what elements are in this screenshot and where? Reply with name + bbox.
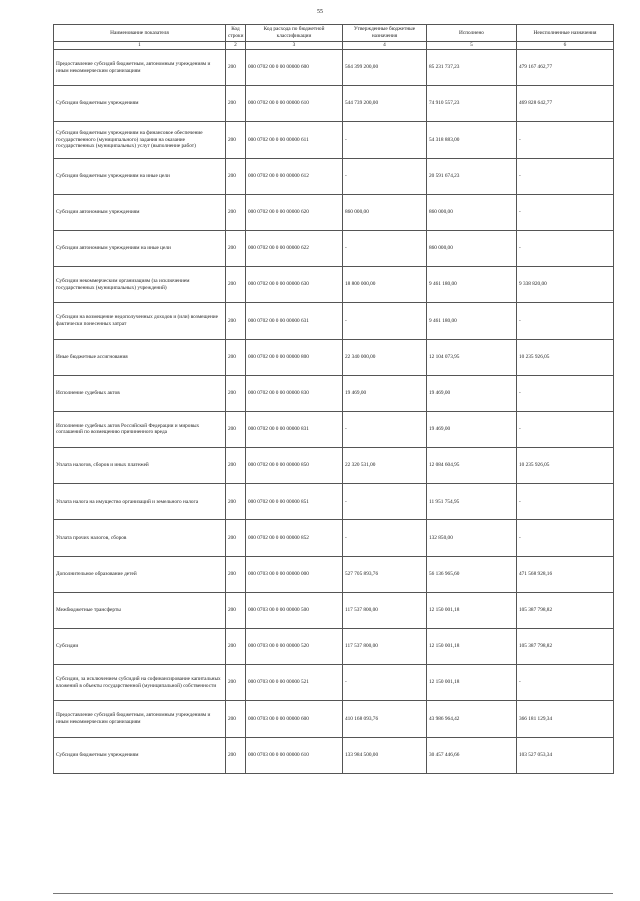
row-executed-amount: 860 000,00 xyxy=(427,230,517,266)
table-row xyxy=(54,737,614,773)
table-row xyxy=(54,556,614,592)
row-unexecuted-amount: 103 527 053,34 xyxy=(517,737,614,773)
row-indicator-name: Субсидии бюджетным учреждениям на финансовое обеспечение государственного (муниципального) задания на оказание государственных (муниципальных) услуг (выполнение работ) xyxy=(54,122,226,158)
row-line-code: 200 xyxy=(226,158,246,194)
row-executed-amount: 19 469,00 xyxy=(427,411,517,447)
row-budget-code: 000 0702 00 0 00 00000 611 xyxy=(246,122,343,158)
row-line-code: 200 xyxy=(226,484,246,520)
table-row xyxy=(54,267,614,303)
row-line-code: 200 xyxy=(226,448,246,484)
row-indicator-name: Межбюджетные трансферты xyxy=(54,592,226,628)
row-approved-amount: 22 340 000,00 xyxy=(343,339,427,375)
row-unexecuted-amount: 105 387 798,82 xyxy=(517,592,614,628)
row-indicator-name: Уплата налогов, сборов и иных платежей xyxy=(54,448,226,484)
row-indicator-name: Субсидии, за исключением субсидий на софинансирование капитальных вложений в объекты государственной (муниципальной) собственности xyxy=(54,665,226,701)
table-row xyxy=(54,158,614,194)
row-unexecuted-amount: 469 828 642,77 xyxy=(517,86,614,122)
row-executed-amount: 132 850,00 xyxy=(427,520,517,556)
row-indicator-name: Субсидии некоммерческим организациям (за исключением государственных (муниципальных) учреждений) xyxy=(54,267,226,303)
row-line-code: 200 xyxy=(226,556,246,592)
row-indicator-name: Исполнение судебных актов Российской Федерации и мировых соглашений по возмещению причиненного вреда xyxy=(54,411,226,447)
row-unexecuted-amount: - xyxy=(517,520,614,556)
row-unexecuted-amount: - xyxy=(517,122,614,158)
row-executed-amount: 12 150 001,18 xyxy=(427,665,517,701)
column-number: 2 xyxy=(226,42,246,50)
table-row xyxy=(54,520,614,556)
header-indicator-name: Наименование показателя xyxy=(54,25,226,42)
row-line-code: 200 xyxy=(226,737,246,773)
row-indicator-name: Иные бюджетные ассигнования xyxy=(54,339,226,375)
row-line-code: 200 xyxy=(226,520,246,556)
row-budget-code: 000 0703 00 0 00 00000 520 xyxy=(246,629,343,665)
column-number: 3 xyxy=(246,42,343,50)
row-unexecuted-amount: 479 167 462,77 xyxy=(517,50,614,86)
row-approved-amount: 527 705 893,76 xyxy=(343,556,427,592)
row-unexecuted-amount: 10 235 926,05 xyxy=(517,448,614,484)
row-executed-amount: 43 986 964,42 xyxy=(427,701,517,737)
row-line-code: 200 xyxy=(226,267,246,303)
row-approved-amount: - xyxy=(343,303,427,339)
page-number: 55 xyxy=(317,9,323,15)
table-row xyxy=(54,375,614,411)
row-budget-code: 000 0702 00 0 00 00000 630 xyxy=(246,267,343,303)
table-row xyxy=(54,701,614,737)
header-unexecuted: Неисполненные назначения xyxy=(517,25,614,42)
table-row xyxy=(54,86,614,122)
row-indicator-name: Предоставление субсидий бюджетным, автономным учреждениям и иным некоммерческим организациям xyxy=(54,701,226,737)
row-executed-amount: 12 104 073,95 xyxy=(427,339,517,375)
column-number: 4 xyxy=(343,42,427,50)
row-line-code: 200 xyxy=(226,230,246,266)
row-approved-amount: 117 537 800,00 xyxy=(343,592,427,628)
row-budget-code: 000 0702 00 0 00 00000 800 xyxy=(246,339,343,375)
row-unexecuted-amount: 471 568 928,16 xyxy=(517,556,614,592)
row-line-code: 200 xyxy=(226,86,246,122)
row-indicator-name: Субсидии бюджетным учреждениям xyxy=(54,737,226,773)
row-executed-amount: 9 461 180,00 xyxy=(427,267,517,303)
table-row xyxy=(54,484,614,520)
header-executed: Исполнено xyxy=(427,25,517,42)
row-unexecuted-amount: - xyxy=(517,665,614,701)
row-budget-code: 000 0703 00 0 00 00000 521 xyxy=(246,665,343,701)
row-unexecuted-amount: 105 387 798,82 xyxy=(517,629,614,665)
row-executed-amount: 12 084 604,95 xyxy=(427,448,517,484)
row-budget-code: 000 0702 00 0 00 00000 600 xyxy=(246,50,343,86)
row-budget-code: 000 0702 00 0 00 00000 620 xyxy=(246,194,343,230)
row-budget-code: 000 0702 00 0 00 00000 831 xyxy=(246,411,343,447)
row-budget-code: 000 0702 00 0 00 00000 610 xyxy=(246,86,343,122)
row-budget-code: 000 0703 00 0 00 00000 000 xyxy=(246,556,343,592)
column-number: 5 xyxy=(427,42,517,50)
row-budget-code: 000 0702 00 0 00 00000 631 xyxy=(246,303,343,339)
row-executed-amount: 54 318 883,00 xyxy=(427,122,517,158)
row-budget-code: 000 0702 00 0 00 00000 850 xyxy=(246,448,343,484)
row-indicator-name: Уплата налога на имущество организаций и земельного налога xyxy=(54,484,226,520)
row-budget-code: 000 0702 00 0 00 00000 622 xyxy=(246,230,343,266)
row-approved-amount: 860 000,00 xyxy=(343,194,427,230)
row-line-code: 200 xyxy=(226,303,246,339)
row-line-code: 200 xyxy=(226,665,246,701)
row-approved-amount: 18 800 000,00 xyxy=(343,267,427,303)
row-line-code: 200 xyxy=(226,50,246,86)
row-executed-amount: 85 231 737,23 xyxy=(427,50,517,86)
row-unexecuted-amount: - xyxy=(517,375,614,411)
table-row xyxy=(54,629,614,665)
row-executed-amount: 19 469,00 xyxy=(427,375,517,411)
row-approved-amount: - xyxy=(343,520,427,556)
column-number: 6 xyxy=(517,42,614,50)
table-row xyxy=(54,411,614,447)
row-budget-code: 000 0703 00 0 00 00000 610 xyxy=(246,737,343,773)
row-indicator-name: Субсидии автономным учреждениям на иные цели xyxy=(54,230,226,266)
row-approved-amount: 117 537 800,00 xyxy=(343,629,427,665)
table-row xyxy=(54,194,614,230)
row-line-code: 200 xyxy=(226,701,246,737)
row-approved-amount: 564 399 200,00 xyxy=(343,50,427,86)
row-budget-code: 000 0702 00 0 00 00000 612 xyxy=(246,158,343,194)
row-executed-amount: 20 591 674,23 xyxy=(427,158,517,194)
row-budget-code: 000 0702 00 0 00 00000 851 xyxy=(246,484,343,520)
table-row xyxy=(54,50,614,86)
column-number-row xyxy=(54,42,614,50)
row-unexecuted-amount: 366 181 129,34 xyxy=(517,701,614,737)
row-executed-amount: 11 951 754,95 xyxy=(427,484,517,520)
row-approved-amount: 22 320 531,00 xyxy=(343,448,427,484)
row-approved-amount: - xyxy=(343,230,427,266)
row-indicator-name: Субсидии автономным учреждениям xyxy=(54,194,226,230)
row-line-code: 200 xyxy=(226,629,246,665)
row-budget-code: 000 0703 00 0 00 00000 600 xyxy=(246,701,343,737)
row-line-code: 200 xyxy=(226,411,246,447)
row-line-code: 200 xyxy=(226,194,246,230)
row-indicator-name: Субсидии xyxy=(54,629,226,665)
row-unexecuted-amount: - xyxy=(517,303,614,339)
budget-execution-table xyxy=(53,24,614,774)
row-unexecuted-amount: - xyxy=(517,230,614,266)
row-approved-amount: - xyxy=(343,484,427,520)
table-row xyxy=(54,122,614,158)
row-line-code: 200 xyxy=(226,375,246,411)
table-row xyxy=(54,230,614,266)
row-executed-amount: 9 461 180,00 xyxy=(427,303,517,339)
table-row xyxy=(54,592,614,628)
header-line-code: Код строки xyxy=(226,25,246,42)
table-row xyxy=(54,339,614,375)
header-approved: Утвержденные бюджетные назначения xyxy=(343,25,427,42)
row-unexecuted-amount: 9 338 820,00 xyxy=(517,267,614,303)
row-approved-amount: 410 168 093,76 xyxy=(343,701,427,737)
row-indicator-name: Исполнение судебных актов xyxy=(54,375,226,411)
row-unexecuted-amount: - xyxy=(517,484,614,520)
table-row xyxy=(54,448,614,484)
row-approved-amount: 133 984 500,00 xyxy=(343,737,427,773)
row-executed-amount: 30 457 446,66 xyxy=(427,737,517,773)
table-body xyxy=(54,50,614,774)
row-budget-code: 000 0702 00 0 00 00000 830 xyxy=(246,375,343,411)
row-executed-amount: 56 136 965,60 xyxy=(427,556,517,592)
header-budget-code: Код расхода по бюджетной классификации xyxy=(246,25,343,42)
row-unexecuted-amount: - xyxy=(517,194,614,230)
page-bottom-rule xyxy=(53,893,613,894)
row-approved-amount: - xyxy=(343,665,427,701)
row-indicator-name: Уплата прочих налогов, сборов xyxy=(54,520,226,556)
row-executed-amount: 12 150 001,18 xyxy=(427,629,517,665)
row-approved-amount: 544 739 200,00 xyxy=(343,86,427,122)
table-row xyxy=(54,303,614,339)
row-executed-amount: 74 910 557,23 xyxy=(427,86,517,122)
row-approved-amount: - xyxy=(343,411,427,447)
row-line-code: 200 xyxy=(226,339,246,375)
row-unexecuted-amount: - xyxy=(517,411,614,447)
row-unexecuted-amount: - xyxy=(517,158,614,194)
table-row xyxy=(54,665,614,701)
row-budget-code: 000 0703 00 0 00 00000 500 xyxy=(246,592,343,628)
row-indicator-name: Субсидии бюджетным учреждениям xyxy=(54,86,226,122)
row-indicator-name: Предоставление субсидий бюджетным, автономным учреждениям и иным некоммерческим организациям xyxy=(54,50,226,86)
row-budget-code: 000 0702 00 0 00 00000 852 xyxy=(246,520,343,556)
table-header-row xyxy=(54,25,614,42)
row-indicator-name: Дополнительное образование детей xyxy=(54,556,226,592)
column-number: 1 xyxy=(54,42,226,50)
row-approved-amount: 19 469,00 xyxy=(343,375,427,411)
row-line-code: 200 xyxy=(226,122,246,158)
row-executed-amount: 860 000,00 xyxy=(427,194,517,230)
row-approved-amount: - xyxy=(343,158,427,194)
row-approved-amount: - xyxy=(343,122,427,158)
row-indicator-name: Субсидии на возмещение недополученных доходов и (или) возмещение фактически понесенных затрат xyxy=(54,303,226,339)
row-indicator-name: Субсидии бюджетным учреждениям на иные цели xyxy=(54,158,226,194)
row-line-code: 200 xyxy=(226,592,246,628)
row-executed-amount: 12 150 001,18 xyxy=(427,592,517,628)
row-unexecuted-amount: 10 235 926,05 xyxy=(517,339,614,375)
